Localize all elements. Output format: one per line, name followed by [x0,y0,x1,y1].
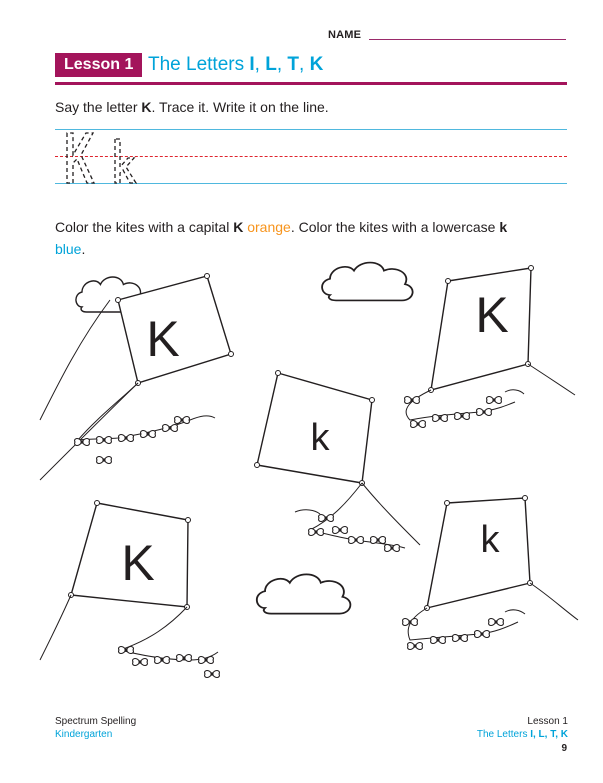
instruction-color-capital: K [233,219,244,235]
kite-5-body[interactable] [427,498,530,608]
lesson-title-letter-l: L [265,54,277,75]
trace-lowercase-k[interactable] [115,139,136,183]
kite-3-letter: K [121,535,155,591]
lesson-title-sep: , [254,54,266,75]
kite-2[interactable] [255,371,421,552]
lesson-title-sep: , [276,54,288,75]
instruction-trace-letter: K [141,99,152,115]
cloud-top-right [322,263,413,301]
lesson-title-letter-k: K [309,54,324,75]
instruction-color-text-2: . Color the kites with a lowercase [290,219,500,235]
footer-grade: Kindergarten [55,729,113,740]
trace-capital-k[interactable] [67,133,94,183]
instruction-trace [55,99,329,115]
cloud-bottom-middle [257,574,351,613]
instruction-trace-text-end: . Trace it. Write it on the line. [151,99,329,115]
kites-illustration [0,260,603,710]
instruction-color-text: Color the kites with a capital [55,219,234,235]
footer-title-prefix: The Letters [476,729,531,740]
lesson-title-letter-t: T [287,54,300,75]
instruction-color-end: . [81,241,86,257]
footer-lesson: Lesson 1 [527,716,568,727]
page-number: 9 [561,743,567,754]
kite-2-letter: k [310,417,330,459]
instruction-color [55,216,525,260]
tracing-letters[interactable] [55,125,175,189]
name-input-line[interactable] [369,39,566,40]
lesson-title-prefix: The Letters [148,54,250,75]
kite-1[interactable] [40,274,234,481]
kite-4[interactable] [405,266,575,428]
footer-publisher: Spectrum Spelling [55,716,137,727]
name-label: NAME [328,29,362,41]
lesson-title-letter-i: I [249,54,255,75]
lesson-title-sep: , [299,54,310,75]
instruction-color-blue: blue [55,241,82,257]
header-rule [55,82,567,85]
footer-lesson-title [477,729,568,740]
kite-5-letter: k [480,519,500,561]
footer-title-letters: I, L, T, K [530,729,568,740]
kite-5[interactable] [403,496,578,650]
instruction-color-orange: orange [247,219,291,235]
kite-4-letter: K [475,287,509,343]
lesson-title [148,53,323,77]
instruction-color-lowercase: k [499,219,508,235]
kite-1-letter: K [146,311,180,367]
lesson-badge: Lesson 1 [55,53,142,77]
instruction-trace-text: Say the letter [55,99,142,115]
kite-3[interactable] [40,501,219,678]
